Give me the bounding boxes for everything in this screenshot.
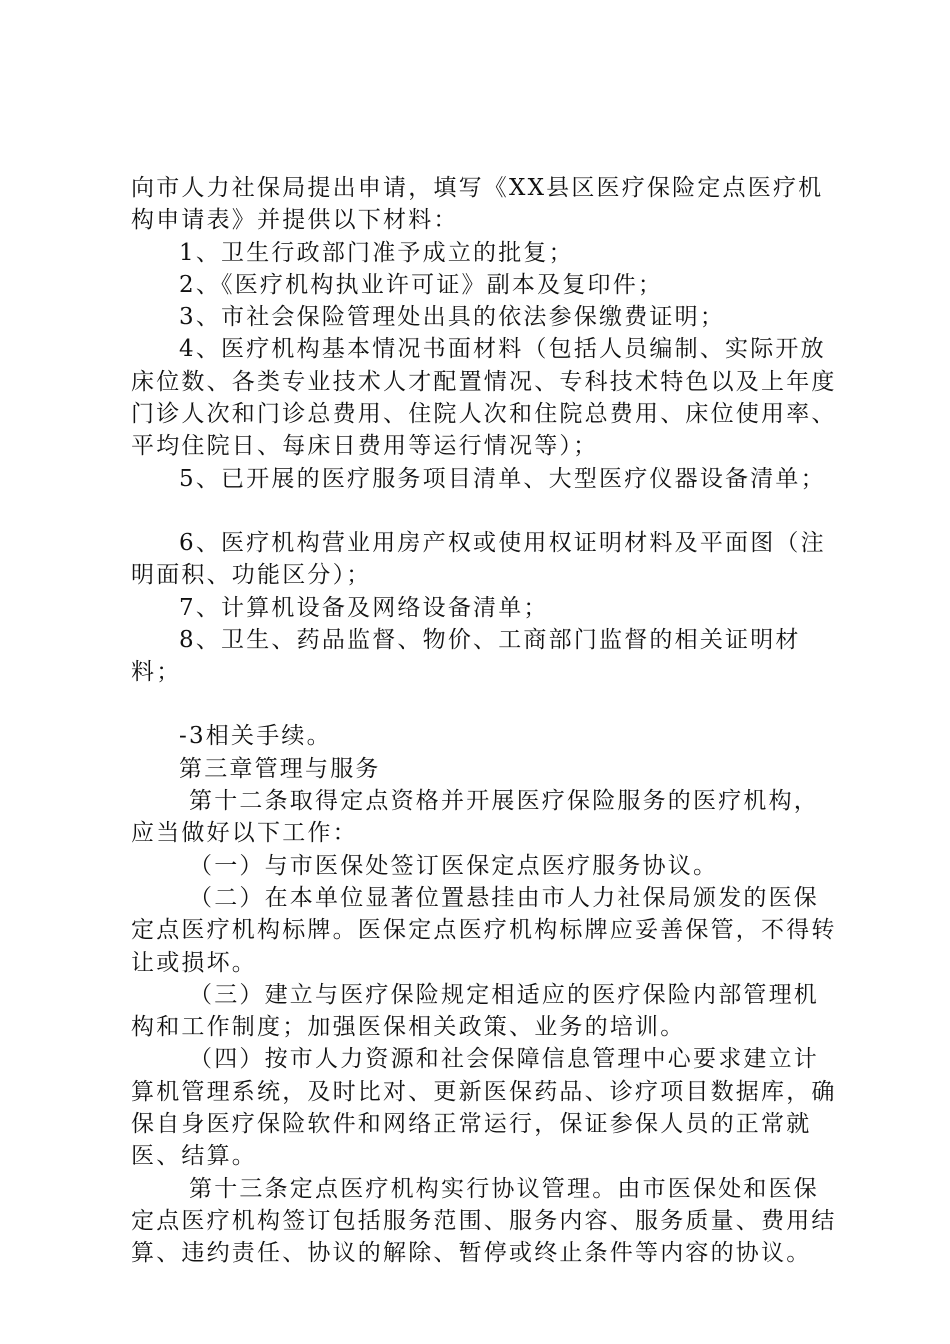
list-item-7: 7、计算机设备及网络设备清单； — [179, 594, 549, 621]
blank-line — [131, 495, 841, 527]
paragraph-procedures: -3相关手续。 — [179, 723, 332, 750]
article-12-item-2: （二）在本单位显著位置悬挂由市人力社保局颁发的医保定点医疗机构标牌。医保定点医疗机构标牌应妥善保管，不得转让或损坏。 — [131, 884, 837, 976]
article-12: 第十二条取得定点资格并开展医疗保险服务的医疗机构，应当做好以下工作： — [131, 788, 819, 847]
list-item-4: 4、医疗机构基本情况书面材料（包括人员编制、实际开放床位数、各类专业技术人才配置情况、专科技术特色以及上年度门诊人次和门诊总费用、住院人次和住院总费用、床位使用率、平均住院日、每床日费用等运行情况等）； — [131, 336, 837, 460]
article-12-item-1: （一）与市医保处签订医保定点医疗服务协议。 — [189, 852, 719, 879]
list-item-2: 2、《医疗机构执业许可证》副本及复印件； — [179, 271, 664, 298]
paragraph-intro: 向市人力社保局提出申请，填写《XX县区医疗保险定点医疗机构申请表》并提供以下材料： — [131, 175, 824, 234]
list-item-5: 5、已开展的医疗服务项目清单、大型医疗仪器设备清单； — [179, 465, 826, 492]
chapter-heading: 第三章管理与服务 — [179, 755, 381, 782]
document-body — [131, 172, 841, 1270]
list-item-1: 1、卫生行政部门准予成立的批复； — [179, 239, 574, 266]
list-item-3: 3、市社会保险管理处出具的依法参保缴费证明； — [179, 304, 726, 331]
list-item-6: 6、医疗机构营业用房产权或使用权证明材料及平面图（注明面积、功能区分）； — [131, 529, 826, 589]
article-13: 第十三条定点医疗机构实行协议管理。由市医保处和医保定点医疗机构签订包括服务范围、服务内容、服务质量、费用结算、违约责任、协议的解除、暂停或终止条件等内容的协议。 — [131, 1175, 837, 1267]
blank-line — [131, 688, 841, 720]
article-12-item-3: （三）建立与医疗保险规定相适应的医疗保险内部管理机构和工作制度；加强医保相关政策、业务的培训。 — [131, 981, 819, 1041]
list-item-8: 8、卫生、药品监督、物价、工商部门监督的相关证明材料； — [131, 626, 801, 686]
article-12-item-4: （四）按市人力资源和社会保障信息管理中心要求建立计算机管理系统，及时比对、更新医保药品、诊疗项目数据库，确保自身医疗保险软件和网络正常运行，保证参保人员的正常就医、结算。 — [131, 1046, 837, 1170]
